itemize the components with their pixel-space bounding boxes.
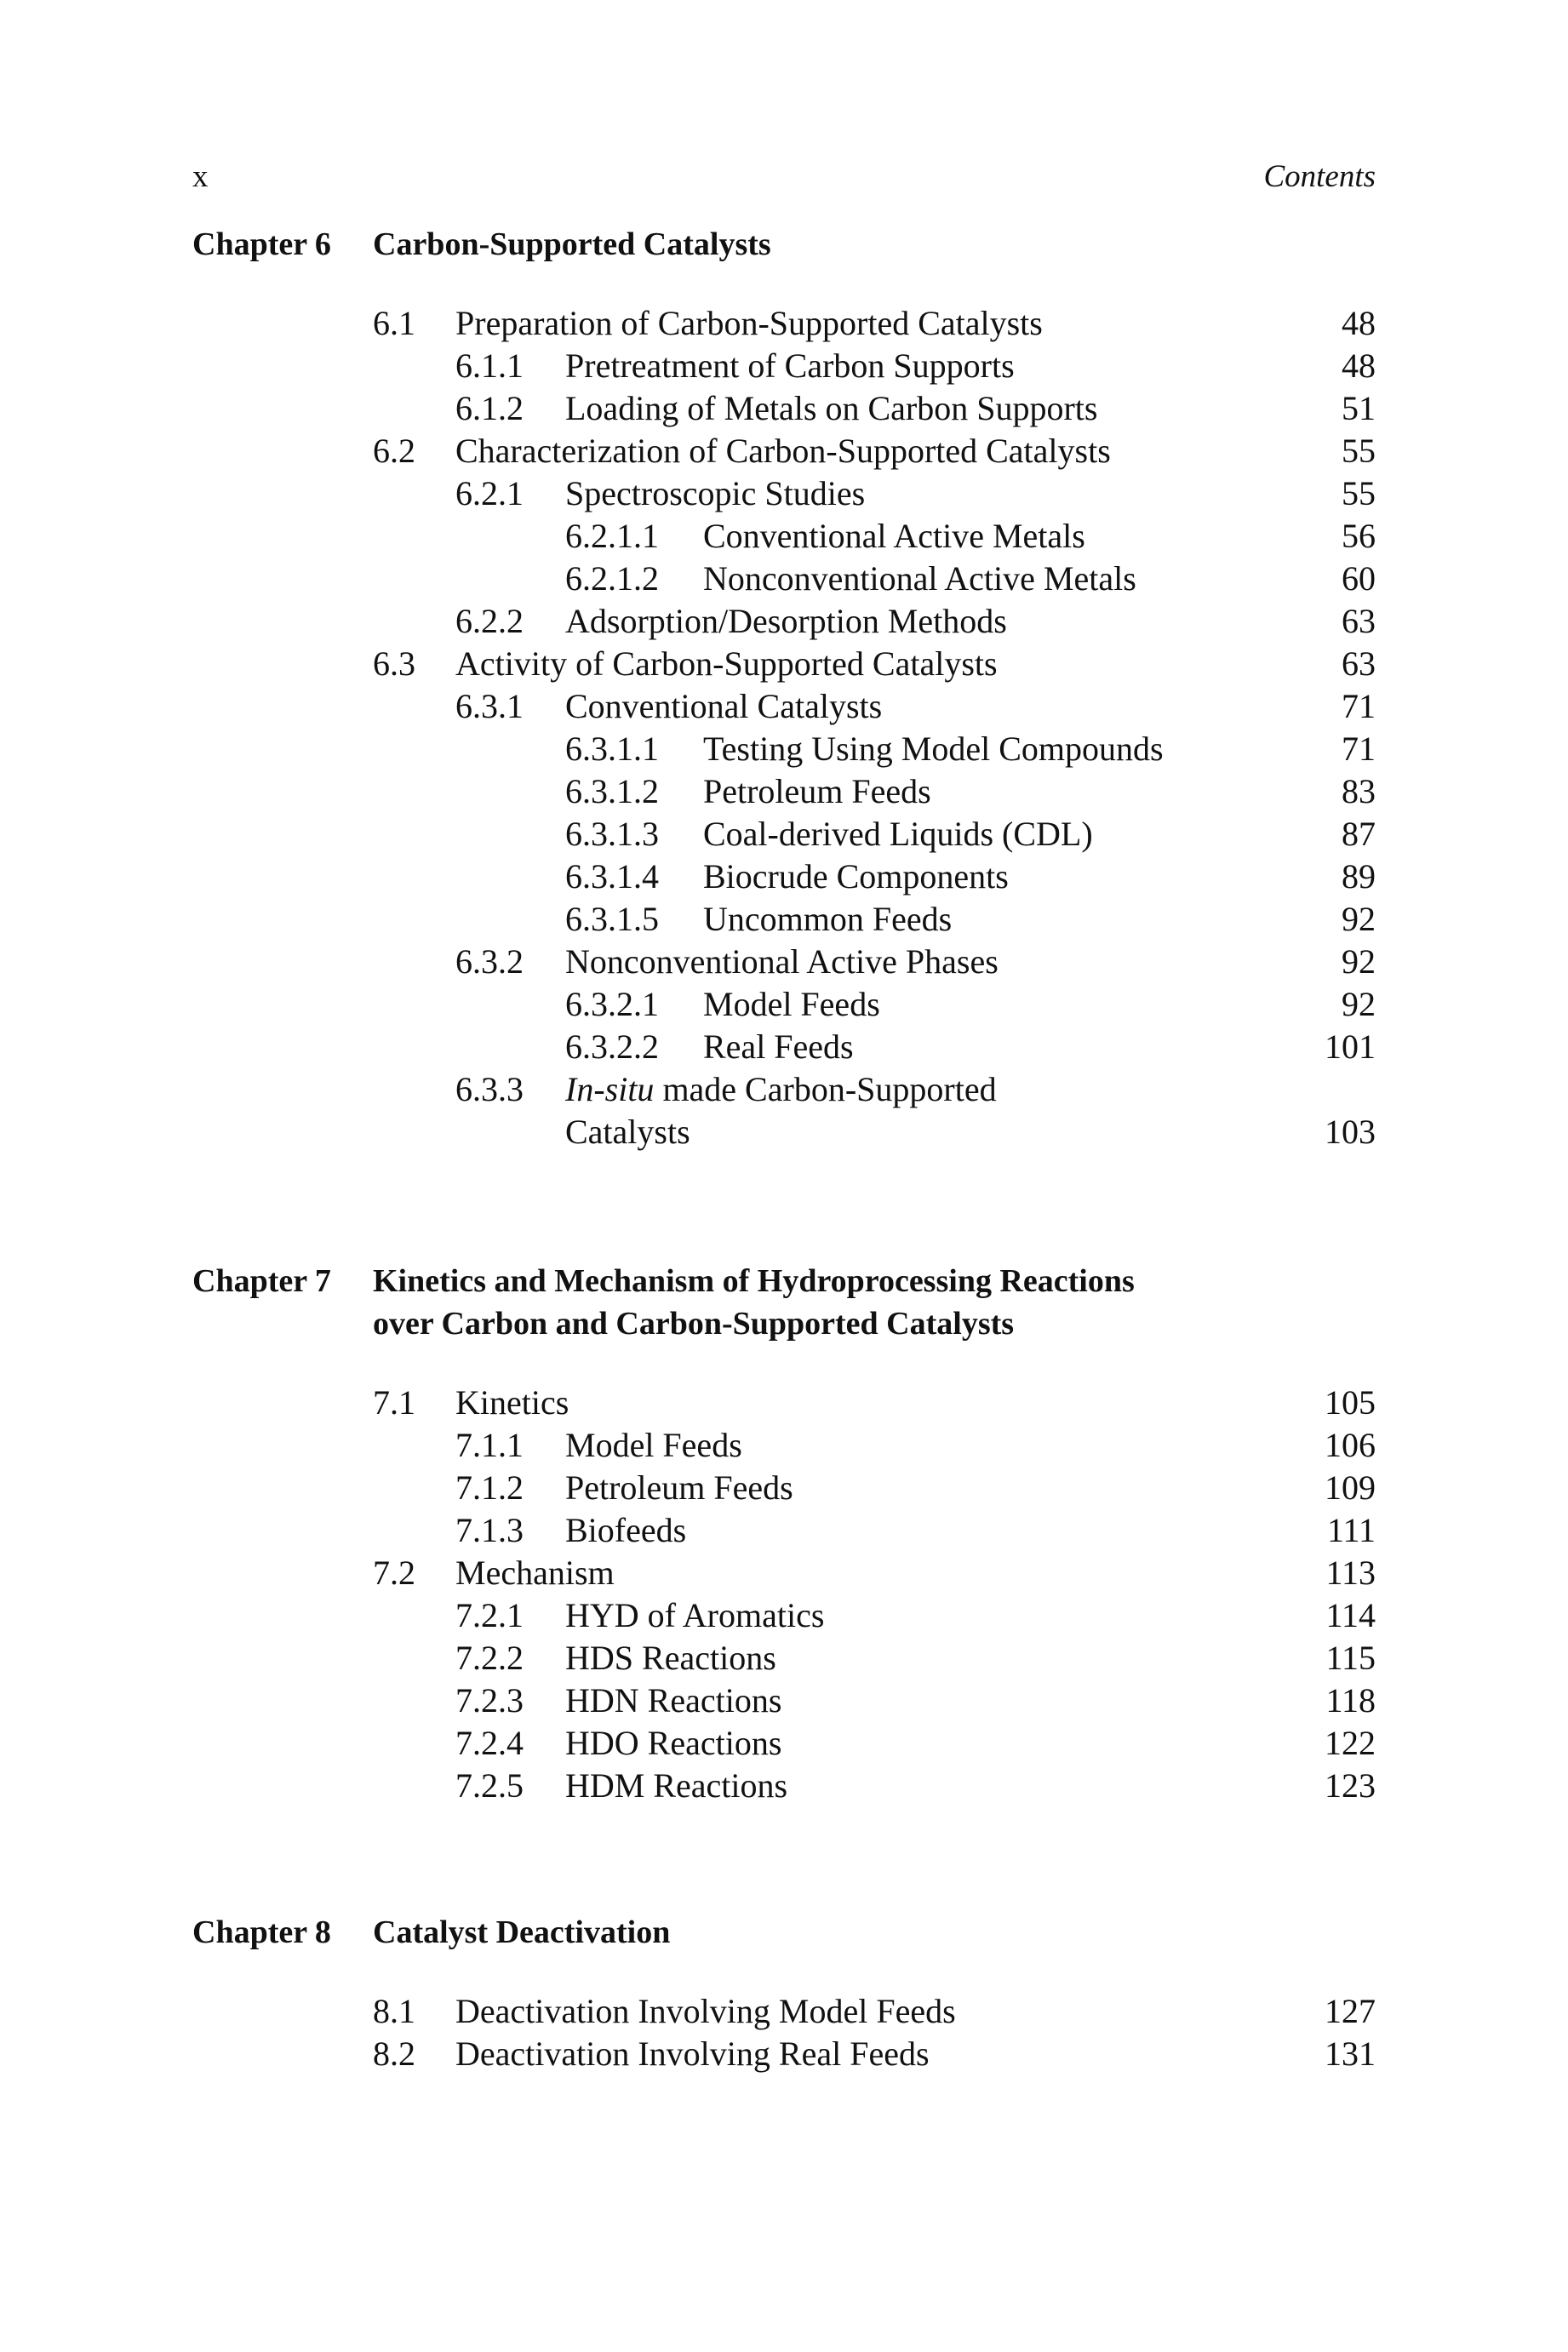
toc-entry: [192, 1765, 1376, 1807]
toc-entry: [192, 430, 1376, 472]
chapter-label: Chapter 6: [192, 226, 331, 262]
entry-title: HDN Reactions: [565, 1681, 782, 1720]
toc-entry: [192, 813, 1376, 856]
entry-title-rest: made Carbon-Supported: [654, 1070, 997, 1108]
entry-title: Mechanism: [455, 1554, 615, 1592]
entry-title: Pretreatment of Carbon Supports: [565, 346, 1015, 385]
entry-number: 7.2.4: [455, 1724, 524, 1762]
entry-title: HDM Reactions: [565, 1766, 788, 1805]
entry-page: 105: [1325, 1383, 1376, 1422]
entry-title: Kinetics: [455, 1383, 569, 1422]
toc-entry: [192, 515, 1376, 558]
toc-entry: [192, 685, 1376, 728]
toc-entry: [192, 387, 1376, 430]
entry-title: Petroleum Feeds: [703, 772, 931, 810]
toc-entry: [192, 1680, 1376, 1722]
toc-entry: [192, 302, 1376, 345]
entry-page: 131: [1325, 2034, 1376, 2073]
entry-title: Activity of Carbon-Supported Catalysts: [455, 644, 998, 683]
entry-page: 60: [1342, 559, 1376, 598]
entry-page: 109: [1325, 1468, 1376, 1507]
entry-title: Adsorption/Desorption Methods: [565, 602, 1007, 640]
entry-page: 92: [1342, 900, 1376, 938]
page-header: [192, 158, 1376, 201]
toc-entry: [192, 1424, 1376, 1467]
toc-entry: [192, 558, 1376, 600]
entry-title: Coal-derived Liquids (CDL): [703, 815, 1093, 853]
entry-number: 6.3.2.2: [565, 1027, 659, 1066]
toc-entry: [192, 600, 1376, 643]
chapter-heading: [192, 1260, 1376, 1345]
entry-page: 113: [1325, 1554, 1376, 1592]
entry-title-continued: Catalysts: [565, 1113, 690, 1151]
entry-number: 7.1.2: [455, 1468, 524, 1507]
entry-title: Testing Using Model Compounds: [703, 730, 1164, 768]
entry-number: 6.3.1.5: [565, 900, 659, 938]
page-number: x: [192, 159, 209, 194]
chapter-title-line: Kinetics and Mechanism of Hydroprocessing Reactions: [373, 1263, 1135, 1299]
entry-page: 114: [1325, 1596, 1376, 1634]
entry-page: 92: [1342, 942, 1376, 981]
toc-list: [192, 1382, 1376, 1807]
entry-page: 55: [1342, 474, 1376, 512]
entry-page: 63: [1342, 644, 1376, 683]
entry-number: 7.2.3: [455, 1681, 524, 1720]
chapter-label: Chapter 7: [192, 1263, 331, 1299]
toc-entry: [192, 1637, 1376, 1680]
toc-entry: [192, 472, 1376, 515]
toc-entry: [192, 856, 1376, 898]
entry-page: 123: [1325, 1766, 1376, 1805]
entry-page: 115: [1325, 1639, 1376, 1677]
entry-title: Nonconventional Active Metals: [703, 559, 1136, 598]
entry-title: Preparation of Carbon-Supported Catalysts: [455, 304, 1043, 342]
entry-title: Uncommon Feeds: [703, 900, 953, 938]
entry-title: Deactivation Involving Model Feeds: [455, 1992, 956, 2030]
entry-page: 56: [1342, 517, 1376, 555]
toc-entry: [192, 1594, 1376, 1637]
entry-page: 92: [1342, 985, 1376, 1023]
entry-number: 6.2.1.2: [565, 559, 659, 598]
entry-number: 6.3: [373, 644, 415, 683]
entry-number: 6.3.1: [455, 687, 524, 725]
entry-number: 7.2.1: [455, 1596, 524, 1634]
entry-title: Conventional Active Metals: [703, 517, 1085, 555]
entry-page: 106: [1325, 1426, 1376, 1464]
entry-number: 6.1.2: [455, 389, 524, 427]
chapter-title: Catalyst Deactivation: [373, 1914, 671, 1950]
toc-entry-continuation: [192, 1111, 1376, 1153]
chapter-6-section: [192, 223, 1376, 1153]
chapter-8-section: [192, 1911, 1376, 2075]
entry-page: 122: [1325, 1724, 1376, 1762]
entry-title: Deactivation Involving Real Feeds: [455, 2034, 930, 2073]
entry-title-italic: In-situ: [565, 1070, 655, 1108]
entry-number: 7.2: [373, 1554, 415, 1592]
entry-title: HDS Reactions: [565, 1639, 776, 1677]
entry-page: 83: [1342, 772, 1376, 810]
entry-page: 51: [1342, 389, 1376, 427]
toc-entry: [192, 770, 1376, 813]
entry-title: Model Feeds: [703, 985, 880, 1023]
entry-title: Spectroscopic Studies: [565, 474, 866, 512]
entry-page: 89: [1342, 857, 1376, 896]
toc-entry: [192, 1026, 1376, 1068]
chapter-label: Chapter 8: [192, 1914, 331, 1950]
toc-entry: [192, 898, 1376, 941]
entry-page: 55: [1342, 432, 1376, 470]
entry-title: Biofeeds: [565, 1511, 687, 1549]
entry-number: 6.3.2: [455, 942, 524, 981]
entry-page: 71: [1342, 687, 1376, 725]
chapter-heading: [192, 223, 1376, 266]
toc-entry: [192, 1382, 1376, 1424]
entry-number: 6.2.1.1: [565, 517, 659, 555]
entry-title: Biocrude Components: [703, 857, 1009, 896]
entry-title: Conventional Catalysts: [565, 687, 883, 725]
entry-page: 71: [1342, 730, 1376, 768]
entry-number: 6.2.2: [455, 602, 524, 640]
entry-number: 7.2.2: [455, 1639, 524, 1677]
toc-entry: [192, 983, 1376, 1026]
toc-entry: [192, 345, 1376, 387]
entry-number: 7.1.3: [455, 1511, 524, 1549]
toc-entry: [192, 1722, 1376, 1765]
toc-entry: [192, 1552, 1376, 1594]
entry-page: 127: [1325, 1992, 1376, 2030]
chapter-title: Carbon-Supported Catalysts: [373, 226, 771, 262]
chapter-7-section: [192, 1260, 1376, 1807]
toc-entry: [192, 941, 1376, 983]
running-title: Contents: [1263, 159, 1376, 194]
entry-title: Nonconventional Active Phases: [565, 942, 999, 981]
entry-title: HDO Reactions: [565, 1724, 782, 1762]
entry-number: 6.2.1: [455, 474, 524, 512]
entry-number: 7.1.1: [455, 1426, 524, 1464]
entry-number: 6.1: [373, 304, 415, 342]
chapter-heading: [192, 1911, 1376, 1954]
entry-number: 6.3.1.3: [565, 815, 659, 853]
toc-list: [192, 302, 1376, 1153]
entry-number: 6.2: [373, 432, 415, 470]
entry-page: 103: [1325, 1113, 1376, 1151]
entry-page: 87: [1342, 815, 1376, 853]
chapter-title: [373, 1260, 1224, 1345]
entry-title: Model Feeds: [565, 1426, 742, 1464]
toc-list: [192, 1990, 1376, 2075]
toc-entry: [192, 1068, 1376, 1111]
entry-number: 7.1: [373, 1383, 415, 1422]
entry-title: Loading of Metals on Carbon Supports: [565, 389, 1098, 427]
chapter-title-line: over Carbon and Carbon-Supported Catalysts: [373, 1306, 1015, 1342]
entry-page: 111: [1326, 1511, 1376, 1549]
entry-number: 6.3.1.1: [565, 730, 659, 768]
entry-number: 6.3.1.4: [565, 857, 659, 896]
entry-page: 48: [1342, 304, 1376, 342]
toc-entry: [192, 1467, 1376, 1509]
entry-title: Real Feeds: [703, 1027, 854, 1066]
entry-title: Characterization of Carbon-Supported Catalysts: [455, 432, 1111, 470]
toc-entry: [192, 2033, 1376, 2075]
entry-number: 6.3.2.1: [565, 985, 659, 1023]
entry-title: Petroleum Feeds: [565, 1468, 793, 1507]
toc-entry: [192, 1990, 1376, 2033]
entry-number: 6.3.1.2: [565, 772, 659, 810]
entry-title: HYD of Aromatics: [565, 1596, 825, 1634]
toc-entry: [192, 1509, 1376, 1552]
entry-number: 6.1.1: [455, 346, 524, 385]
toc-entry: [192, 643, 1376, 685]
entry-page: 101: [1325, 1027, 1376, 1066]
entry-number: 8.1: [373, 1992, 415, 2030]
entry-page: 63: [1342, 602, 1376, 640]
entry-title: [565, 1068, 997, 1111]
entry-page: 48: [1342, 346, 1376, 385]
entry-number: 7.2.5: [455, 1766, 524, 1805]
entry-page: 118: [1325, 1681, 1376, 1720]
entry-number: 6.3.3: [455, 1070, 524, 1108]
entry-number: 8.2: [373, 2034, 415, 2073]
toc-entry: [192, 728, 1376, 770]
